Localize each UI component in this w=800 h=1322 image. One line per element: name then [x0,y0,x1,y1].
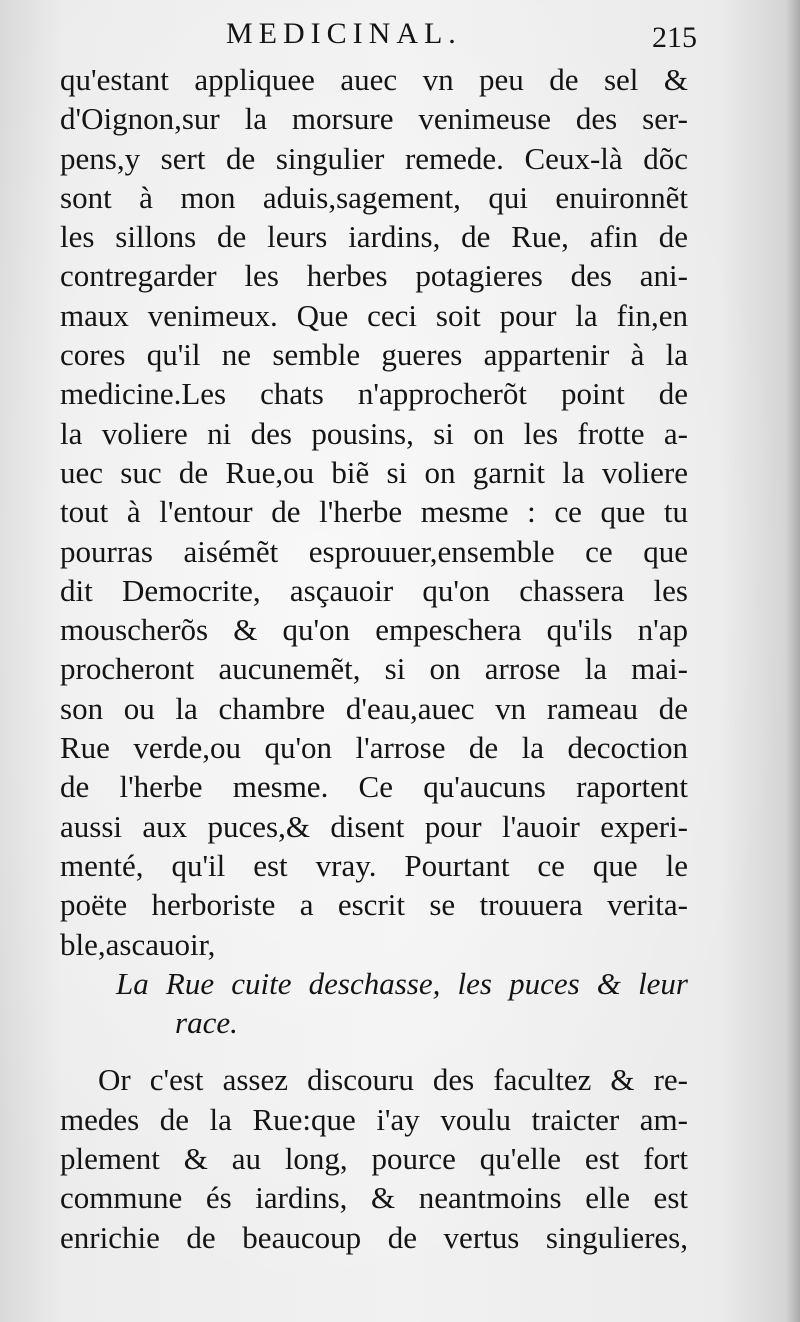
text-line: medes de la Rue:que i'ay voulu traicter am- [60,1101,688,1137]
text-line: d'Oignon,sur la morsure venimeuse des ser- [60,101,688,137]
verse-quotation [60,964,688,1043]
text-line: qu'estant appliquee auec vn peu de sel & [60,62,688,97]
text-line: tout à l'entour de l'herbe mesme : ce que tu [60,494,688,530]
text-line: de l'herbe mesme. Ce qu'aucuns raportent [60,769,688,805]
text-line: race. [175,1005,238,1041]
page-edge-shadow [786,0,800,1322]
text-block [60,60,688,1257]
text-line: son ou la chambre d'eau,auec vn rameau de [60,690,688,726]
text-line: maux venimeux. Que ceci soit pour la fin,en [60,297,688,333]
text-line: dit Democrite, asçauoir qu'on chassera les [60,572,688,608]
prose-paragraph [60,60,688,964]
text-line: contregarder les herbes potagieres des ani- [60,258,688,294]
page-number: 215 [652,21,697,54]
text-line: la voliere ni des pousins, si on les frotte a- [60,415,688,451]
text-line: mouscherõs & qu'on empeschera qu'ils n'ap [60,612,688,648]
text-line: pourras aisémẽt esprouuer,ensemble ce que [60,533,688,569]
text-line: commune és iardins, & neantmoins elle est [60,1180,688,1216]
text-line: sont à mon aduis,sagement, qui enuironnẽt [60,179,688,215]
text-line: medicine.Les chats n'approcherõt point de [60,376,688,412]
text-line: pens,y sert de singulier remede. Ceux-là dõc [60,140,688,176]
running-title: MEDICINAL. [226,17,462,50]
text-line: menté, qu'il est vray. Pourtant ce que le [60,847,688,883]
text-line: ble,ascauoir, [60,926,216,962]
text-line: aussi aux puces,& disent pour l'auoir experi- [60,808,688,844]
text-line: procheront aucunemẽt, si on arrose la mai- [60,651,688,687]
text-line: poëte herboriste a escrit se trouuera verita- [60,887,688,923]
text-line: Rue verde,ou qu'on l'arrose de la decoction [60,730,688,766]
closing-paragraph [60,1060,688,1256]
text-line: La Rue cuite deschasse, les puces & leur [116,965,688,1001]
text-line: les sillons de leurs iardins, de Rue, afin de [60,219,688,255]
paragraph-gap [60,1042,688,1060]
text-line: cores qu'il ne semble gueres appartenir à la [60,337,688,373]
page-header [0,16,800,56]
text-line: Or c'est assez discouru des facultez & re- [98,1062,688,1098]
text-line: plement & au long, pource qu'elle est fort [60,1141,688,1177]
text-line: enrichie de beaucoup de vertus singulieres, [60,1219,688,1255]
text-line: uec suc de Rue,ou biẽ si on garnit la voliere [60,454,688,490]
